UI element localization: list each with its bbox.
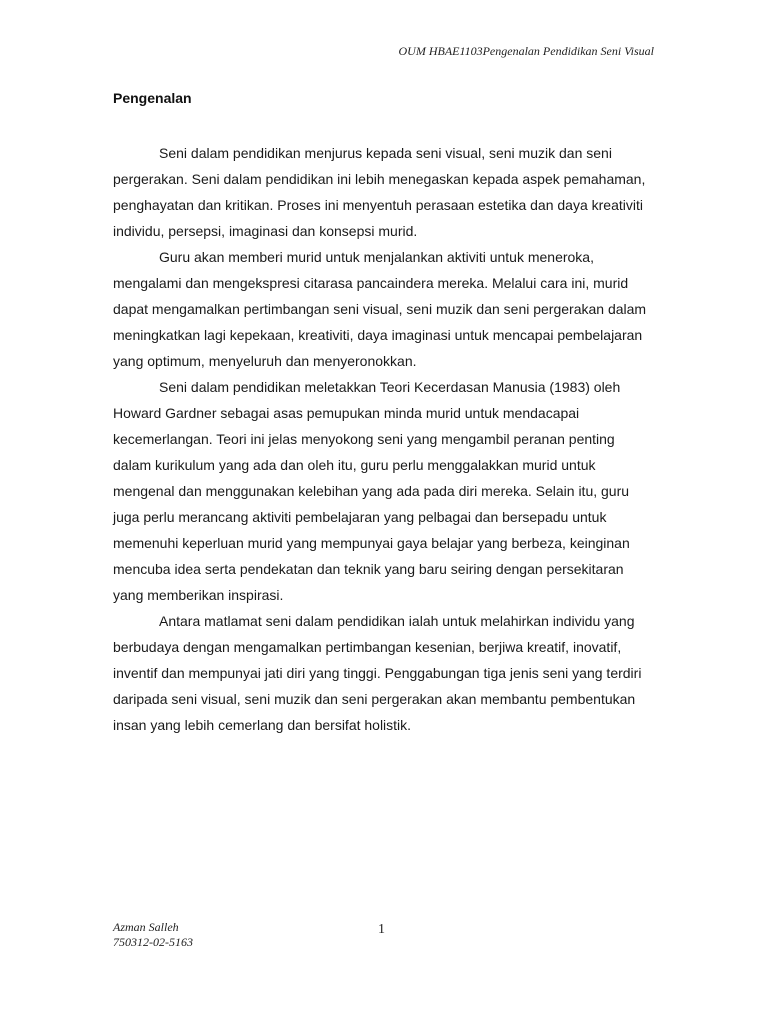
- paragraph: Seni dalam pendidikan menjurus kepada seni visual, seni muzik dan seni pergerakan. Seni dalam pendidikan ini lebih menegaskan kepada aspek pemahaman, penghayatan dan kritikan. Proses ini menyentuh perasaan estetika dan daya kreativiti individu, persepsi, imaginasi dan konsepsi murid.: [113, 145, 646, 239]
- body-text: [113, 140, 653, 738]
- author-id: 750312-02-5163: [113, 935, 193, 949]
- section-heading: Pengenalan: [113, 90, 192, 106]
- author-name: Azman Salleh: [113, 920, 179, 934]
- footer-author: [113, 920, 193, 950]
- page-number: 1: [378, 922, 385, 937]
- paragraph: Guru akan memberi murid untuk menjalankan aktiviti untuk meneroka, mengalami dan mengekspresi citarasa pancaindera mereka. Melalui cara ini, murid dapat mengamalkan pertimbangan seni visual, seni muzik dan seni pergerakan dalam meningkatkan lagi kepekaan, kreativiti, daya imaginasi untuk mencapai pembelajaran yang optimum, menyeluruh dan menyeronokkan.: [113, 249, 647, 369]
- paragraph: Seni dalam pendidikan meletakkan Teori Kecerdasan Manusia (1983) oleh Howard Gardner sebagai asas pemupukan minda murid untuk mendacapai kecemerlangan. Teori ini jelas menyokong seni yang mengambil peranan penting dalam kurikulum yang ada dan oleh itu, guru perlu menggalakkan murid untuk mengenal dan menggunakan kelebihan yang ada pada diri mereka. Selain itu, guru juga perlu merancang aktiviti pembelajaran yang pelbagai dan bersepadu untuk memenuhi keperluan murid yang mempunyai gaya belajar yang berbeza, keinginan mencuba idea serta pendekatan dan teknik yang baru seiring dengan persekitaran yang memberikan inspirasi.: [113, 379, 630, 603]
- paragraph: Antara matlamat seni dalam pendidikan ialah untuk melahirkan individu yang berbudaya dengan mengamalkan pertimbangan kesenian, berjiwa kreatif, inovatif, inventif dan mempunyai jati diri yang tinggi. Penggabungan tiga jenis seni yang terdiri daripada seni visual, seni muzik dan seni pergerakan akan membantu pembentukan insan yang lebih cemerlang dan bersifat holistik.: [113, 613, 642, 733]
- running-header: OUM HBAE1103Pengenalan Pendidikan Seni Visual: [398, 44, 654, 58]
